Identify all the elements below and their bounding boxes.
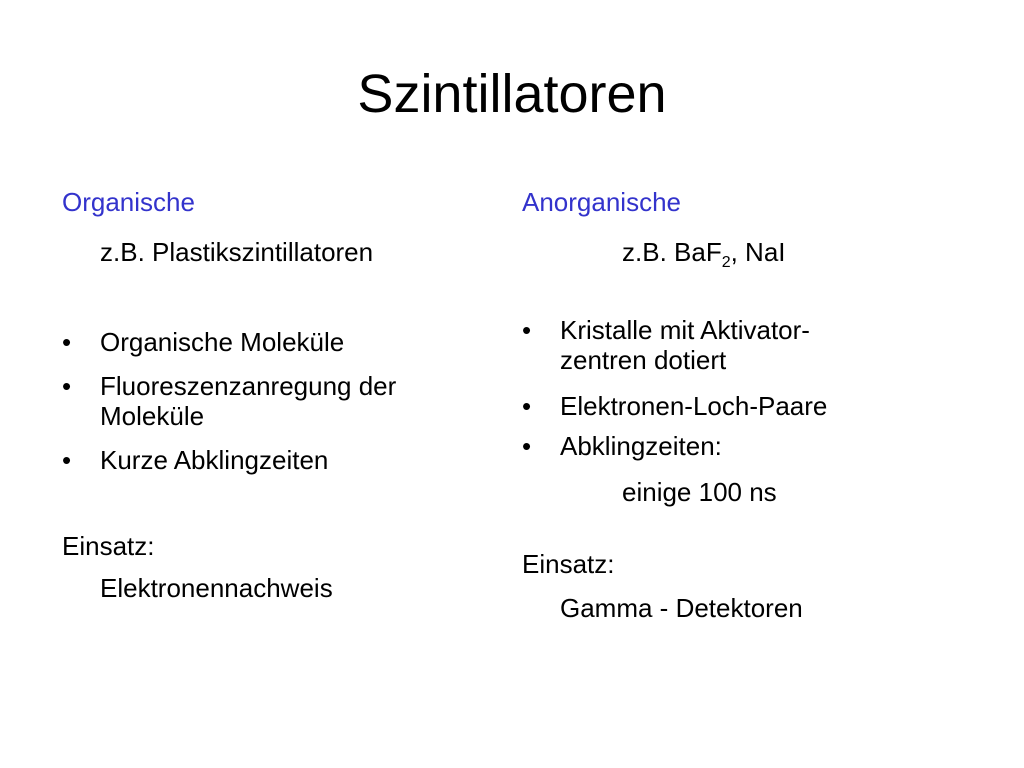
bullet-dot-icon: • <box>522 315 532 345</box>
slide-title: Szintillatoren <box>357 64 667 124</box>
right-bullet-text: Elektronen-Loch-Paare <box>560 391 828 421</box>
bullet-dot-icon: • <box>62 371 72 401</box>
bullet-dot-icon: • <box>62 327 72 357</box>
right-heading: Anorganische <box>522 187 681 217</box>
bullet-dot-icon: • <box>522 391 532 421</box>
right-example <box>622 236 786 271</box>
right-bullet-text-continued: zentren dotiert <box>560 345 727 375</box>
right-example-suffix: , NaI <box>730 237 786 267</box>
left-usage-label: Einsatz: <box>62 531 155 561</box>
right-example-prefix: z.B. BaF <box>622 237 722 267</box>
left-bullet-text: Fluoreszenzanregung der <box>100 371 397 401</box>
left-bullet-text-continued: Moleküle <box>100 401 205 431</box>
right-example-subscript: 2 <box>721 254 731 271</box>
right-usage-label: Einsatz: <box>522 549 615 579</box>
bullet-dot-icon: • <box>522 431 532 461</box>
right-bullet-text: Abklingzeiten: <box>560 431 722 461</box>
left-example: z.B. Plastikszintillatoren <box>100 237 374 267</box>
left-bullet-text: Organische Moleküle <box>100 327 345 357</box>
left-bullet-text: Kurze Abklingzeiten <box>100 445 329 475</box>
bullet-dot-icon: • <box>62 445 72 475</box>
left-usage-value: Elektronennachweis <box>100 573 333 603</box>
left-heading: Organische <box>62 187 195 217</box>
right-bullet-text: Kristalle mit Aktivator- <box>560 315 810 345</box>
right-usage-value: Gamma - Detektoren <box>560 593 803 623</box>
right-decay-value: einige 100 ns <box>622 477 777 507</box>
